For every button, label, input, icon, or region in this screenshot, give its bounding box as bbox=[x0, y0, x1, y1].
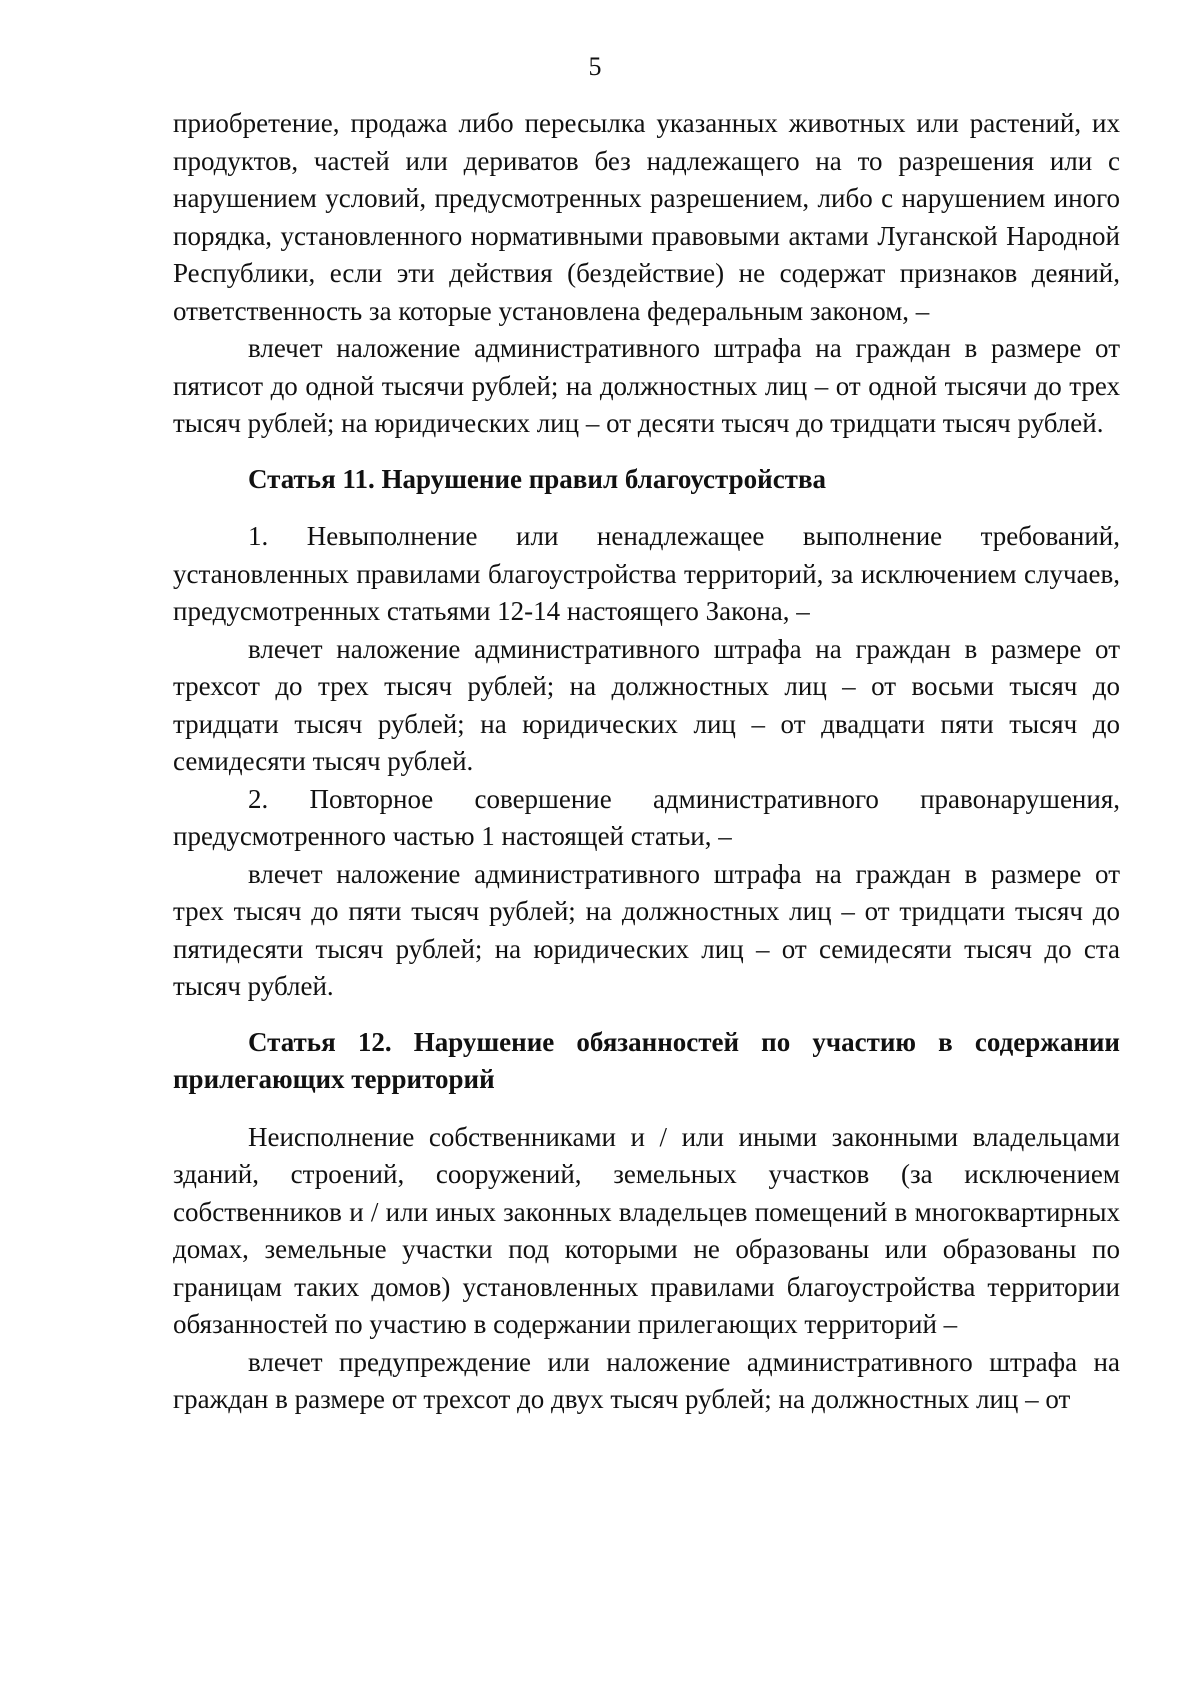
article-12-penalty: влечет предупреждение или наложение административного штрафа на граждан в размере от трехсот до двух тысяч рублей; на должностных лиц – от bbox=[173, 1346, 1120, 1414]
paragraph-continuation-penalty: влечет наложение административного штрафа на граждан в размере от пятисот до одной тысячи рублей; на должностных лиц – от одной тысячи до трех тысяч рублей; на юридических лиц – от десяти тысяч до тридцати тысяч рублей. bbox=[173, 333, 1120, 438]
paragraph-continuation: приобретение, продажа либо пересылка указанных животных или растений, их продуктов, частей или дериватов без надлежащего на то разрешения или с нарушением условий, предусмотренных разрешением, либо с нарушением иного порядка, установленного нормативными правовыми актами Луганской Народной Республики, если эти действия (бездействие) не содержат признаков деяний, ответственность за которые установлена федеральным законом, – bbox=[173, 108, 1120, 326]
article-11-heading: Статья 11. Нарушение правил благоустройства bbox=[248, 463, 827, 494]
article-11-part-1-penalty: влечет наложение административного штрафа на граждан в размере от трехсот до трех тысяч рублей; на должностных лиц – от восьми тысяч до тридцати тысяч рублей; на юридических лиц – от двадцати пяти тысяч до семидесяти тысяч рублей. bbox=[173, 633, 1120, 776]
article-12-paragraph: Неисполнение собственниками и / или иными законными владельцами зданий, строений, сооружений, земельных участков (за исключением собственников и / или иных законных владельцев помещений в многоквартирных домах, земельные участки под которыми не образованы или образованы по границам таких домов) установленных правилами благоустройства территории обязанностей по участию в содержании прилегающих территорий – bbox=[173, 1121, 1120, 1339]
article-11-part-1: 1. Невыполнение или ненадлежащее выполнение требований, установленных правилами благоустройства территорий, за исключением случаев, предусмотренных статьями 12-14 настоящего Закона, – bbox=[173, 521, 1120, 626]
page-number: 5 bbox=[588, 52, 602, 81]
document-body bbox=[173, 105, 1120, 1419]
article-11-part-2-penalty: влечет наложение административного штрафа на граждан в размере от трех тысяч до пяти тысяч рублей; на должностных лиц – от тридцати тысяч до пятидесяти тысяч рублей; на юридических лиц – от семидесяти тысяч до ста тысяч рублей. bbox=[173, 858, 1120, 1001]
article-11-part-2: 2. Повторное совершение административного правонарушения, предусмотренного частью 1 настоящей статьи, – bbox=[173, 783, 1120, 851]
article-12-heading: Статья 12. Нарушение обязанностей по участию в содержании прилегающих территорий bbox=[173, 1026, 1120, 1094]
